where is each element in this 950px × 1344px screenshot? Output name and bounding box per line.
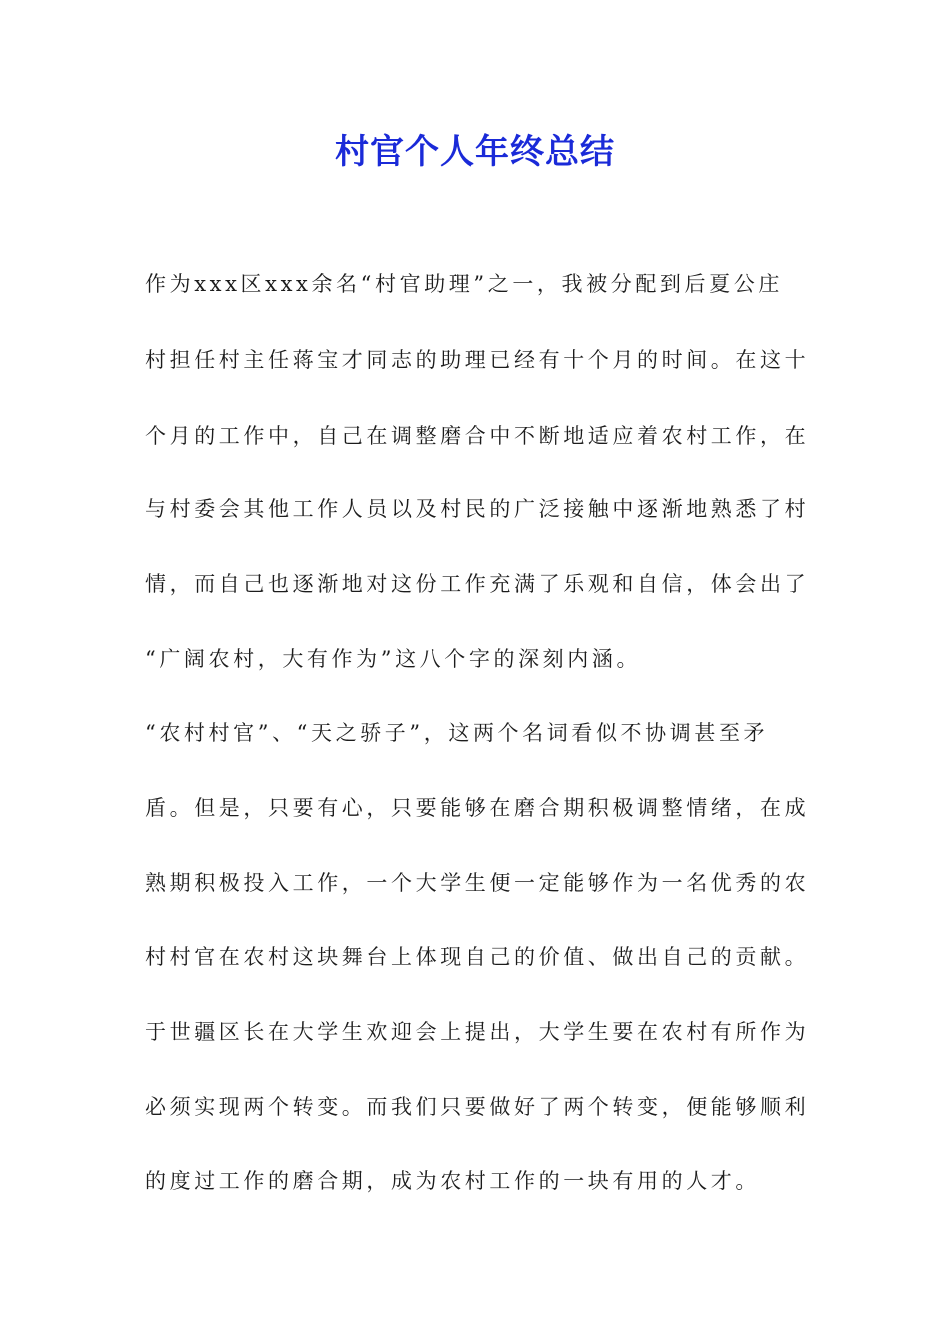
paragraph-line: 与村委会其他工作人员以及村民的广泛接触中逐渐地熟悉了村 bbox=[145, 497, 810, 521]
paragraph-line: 于世疆区长在大学生欢迎会上提出，大学生要在农村有所作为 bbox=[145, 1020, 810, 1044]
paragraph-line: 村村官在农村这块舞台上体现自己的价值、做出自己的贡献。 bbox=[145, 945, 810, 969]
paragraph-line: 盾。但是，只要有心，只要能够在磨合期积极调整情绪，在成 bbox=[145, 796, 810, 820]
paragraph-line: “广阔农村，大有作为”这八个字的深刻内涵。 bbox=[145, 647, 642, 671]
document-title: 村官个人年终总结 bbox=[335, 132, 615, 172]
paragraph-line: 必须实现两个转变。而我们只要做好了两个转变，便能够顺利 bbox=[145, 1095, 810, 1119]
paragraph-line: 作为xxx区xxx余名“村官助理”之一，我被分配到后夏公庄 bbox=[145, 272, 783, 296]
paragraph-line: 村担任村主任蒋宝才同志的助理已经有十个月的时间。在这十 bbox=[145, 348, 810, 372]
paragraph-line: 的度过工作的磨合期，成为农村工作的一块有用的人才。 bbox=[145, 1169, 760, 1193]
paragraph-line: 情，而自己也逐渐地对这份工作充满了乐观和自信，体会出了 bbox=[145, 572, 810, 596]
paragraph-line: 熟期积极投入工作，一个大学生便一定能够作为一名优秀的农 bbox=[145, 871, 810, 895]
paragraph-line: “农村村官”、“天之骄子”，这两个名词看似不协调甚至矛 bbox=[145, 721, 769, 745]
paragraph-line: 个月的工作中，自己在调整磨合中不断地适应着农村工作，在 bbox=[145, 424, 810, 448]
